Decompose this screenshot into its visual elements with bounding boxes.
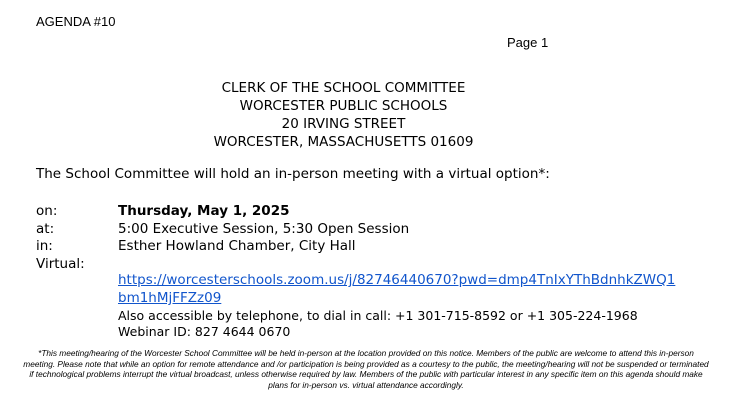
webinar-id: Webinar ID: 827 4644 0670 (118, 324, 291, 339)
virtual-access-block (118, 271, 678, 340)
letterhead (0, 79, 687, 151)
on-label: on: (36, 203, 58, 219)
letterhead-city: WORCESTER, MASSACHUSETTS 01609 (213, 134, 474, 150)
letterhead-clerk: CLERK OF THE SCHOOL COMMITTEE (221, 80, 466, 96)
meeting-time-row (36, 221, 409, 239)
meeting-date-row (36, 203, 409, 221)
letterhead-street: 20 IRVING STREET (281, 116, 406, 132)
disclaimer-footnote: *This meeting/hearing of the Worcester School Committee will be held in-person at the location provided on this notice. Members of the public are welcome to attend this in-person meeting. Please note that while an option for remote attendance and /or participation is being provided as a courtesy to the public, the meeting/hearing will not be suspended or terminated if technological problems interrupt the virtual broadcast, unless otherwise required by law. Members of the public with particular interest in any specific item on this agenda should make plans for in-person vs. virtual attendance accordingly. (23, 348, 709, 390)
meeting-times: 5:00 Executive Session, 5:30 Open Session (118, 220, 410, 237)
meeting-details (36, 203, 409, 273)
letterhead-organization: WORCESTER PUBLIC SCHOOLS (239, 98, 448, 114)
meeting-location-row (36, 238, 409, 256)
meeting-location: Esther Howland Chamber, City Hall (118, 238, 356, 254)
agenda-number: AGENDA #10 (36, 14, 116, 29)
meeting-date: Thursday, May 1, 2025 (118, 203, 290, 219)
virtual-label: Virtual: (36, 255, 85, 272)
in-label: in: (36, 238, 53, 254)
meeting-intro: The School Committee will hold an in-person meeting with a virtual option*: (36, 166, 550, 182)
at-label: at: (36, 220, 55, 237)
zoom-meeting-link[interactable]: https://worcesterschools.zoom.us/j/82746440670?pwd=dmp4TnIxYThBdnhkZWQ1bm1hMjFFZz09 (118, 272, 676, 306)
telephone-dial-in: Also accessible by telephone, to dial in call: +1 301-715-8592 or +1 305-224-1968 (118, 308, 638, 323)
page-number: Page 1 (507, 35, 549, 50)
